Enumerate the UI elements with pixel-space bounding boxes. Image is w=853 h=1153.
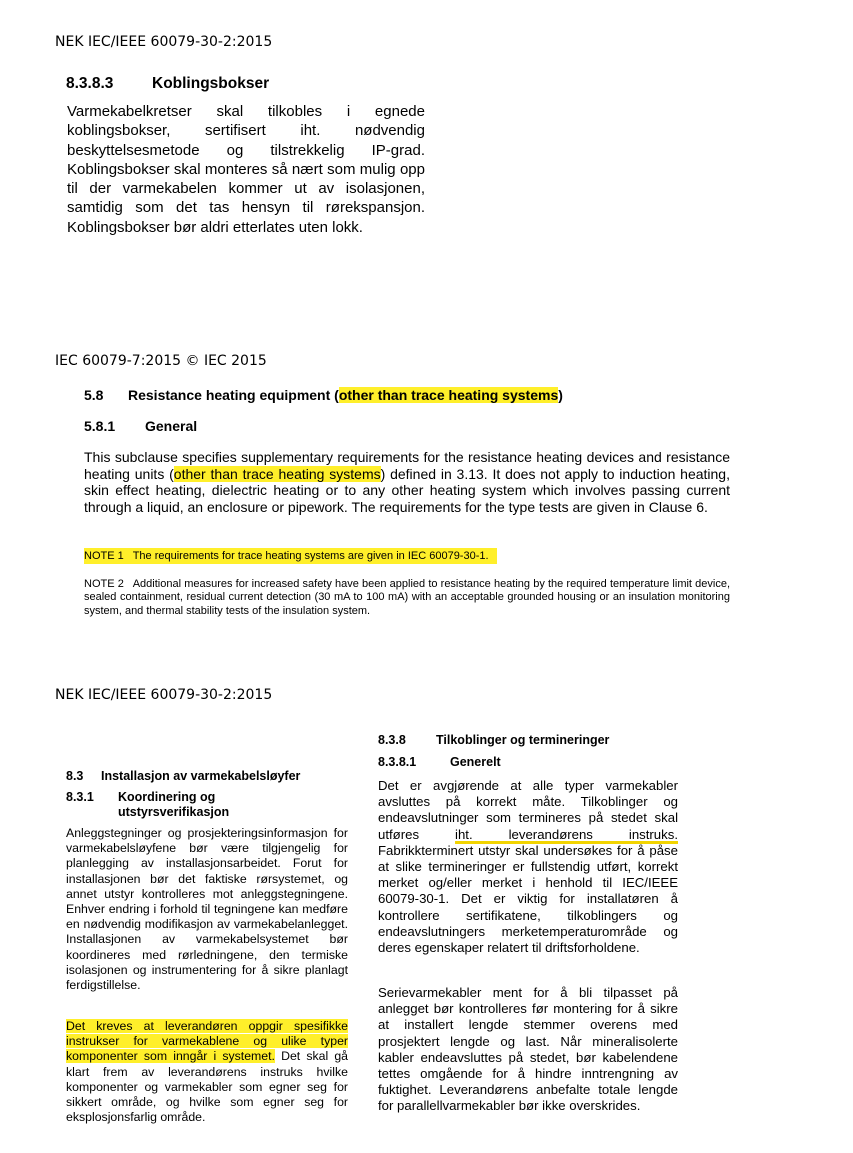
section-number: 8.3.8.3	[66, 75, 114, 92]
section-body: Anleggstegninger og prosjekteringsinformasjon for varmekabelsløyfene bør være tilgjengelig for planlegging av installasjonsarbeidet. Forut for installasjonen bør det faktiske rørsystemet, og annet utstyr kontrolleres mot anleggstegningene. Enhver endring i forhold til tegningene kan medføre en nødvendig modifikasjon av varmekabelanlegget. Installasjonen av varmekabelsystemet bør koordineres med rørledningene, den termiske isolasjonen og instrumentering for å sikre planlagt ferdigstillelse.	[66, 826, 348, 993]
body-text: This subclause specifies supplementary requirements for the resistance heating devices and resistance heating units (	[84, 449, 730, 482]
body-text: Det er avgjørende at alle typer varmekabler avsluttes på korrekt måte. Tilkoblinger og endeavslutninger som termineres på stedet skal utføres	[378, 778, 678, 842]
subsection-number: 8.3.8.1	[378, 755, 417, 769]
highlighted-text: other than trace heating systems	[173, 465, 381, 482]
body-text: ) defined in 3.13. It does not apply to induction heating, skin effect heating, dielectric heating or to any other heating system which involves passing current through a liquid, an enclosure or pipework. The requirements for the type tests are given in Clause 6.	[84, 465, 730, 515]
underlined-highlight-text: iht. leverandørens instruks.	[455, 826, 678, 842]
subsection-title: Generelt	[450, 755, 501, 769]
subsection-heading	[84, 418, 197, 434]
section-title: Koblingsbokser	[152, 75, 270, 92]
subsection-title: General	[145, 418, 198, 434]
section-heading	[66, 75, 269, 93]
subsection-title-line: utstyrsverifikasjon	[118, 805, 230, 819]
highlighted-text: Det kreves at leverandøren oppgir spesifikke instrukser for varmekablene og ulike typer komponenter som inngår i systemet.	[66, 1019, 348, 1064]
section-body	[378, 778, 678, 956]
subsection-title-line: Koordinering og	[118, 790, 216, 804]
section-title-part: )	[558, 387, 563, 403]
section-number: 5.8	[84, 387, 104, 403]
document-caption: NEK IEC/IEEE 60079-30-2:2015	[55, 687, 273, 703]
subsection-heading	[378, 755, 501, 769]
section-heading	[84, 387, 563, 403]
body-text: Fabrikkterminert utstyr skal undersøkes for å påse at slike termineringer er fullstendig utført, korrekt merket og/eller merket i henhold til IEC/IEEE 60079-30-1. Det er viktig for installatøren å kontrollere sertifikatene, tilkoblingers og endeavslutningers merketemperaturområde og deres egenskaper relatert til driftsforholdene.	[378, 842, 678, 956]
highlighted-note: NOTE 1 The requirements for trace heating systems are given in IEC 60079-30-1.	[84, 548, 497, 564]
note: NOTE 2 Additional measures for increased safety have been applied to resistance heating by the required temperature limit device, sealed containment, residual current detection (30 mA to 100 mA) with an acceptable grounded housing or an insulation monitoring system, and thermal stability tests of the insulation system.	[84, 578, 734, 617]
section-title-part: Resistance heating equipment (	[128, 387, 339, 403]
section-body	[84, 449, 730, 515]
section-number: 8.3.8	[378, 733, 406, 747]
section-heading	[66, 769, 300, 783]
section-heading	[378, 733, 609, 747]
section-number: 8.3	[66, 769, 84, 783]
document-caption: NEK IEC/IEEE 60079-30-2:2015	[55, 34, 273, 50]
note	[84, 550, 497, 562]
highlighted-text: other than trace heating systems	[338, 387, 559, 403]
section-title: Installasjon av varmekabelsløyfer	[101, 769, 301, 783]
subsection-number: 8.3.1	[66, 790, 94, 804]
section-body	[66, 1019, 348, 1125]
document-caption: IEC 60079-7:2015 © IEC 2015	[55, 353, 267, 369]
body-text: Det skal gå klart frem av leverandørens instruks hvilke komponenter og varmekabler som egner seg for sikkert område, og hvilke som egner seg for eksplosjonsfarlig område.	[66, 1049, 348, 1125]
section-body: Serievarmekabler ment for å bli tilpasset på anlegget bør kontrolleres før montering for å sikre at installert lengde stemmer overens med prosjektert lengde og last. Når mineralisolerte kabler endeavsluttes på stedet, bør kabelendene tettes omgående for å hindre inntrengning av fuktighet. Leverandørens anbefalte totale lengde for parallellvarmekabler bør ikke overskrides.	[378, 985, 678, 1114]
section-title: Tilkoblinger og termineringer	[436, 733, 610, 747]
section-body: Varmekabelkretser skal tilkobles i egnede koblingsbokser, sertifisert iht. nødvendig beskyttelsesmetode og tilstrekkelig IP-grad. Koblingsbokser skal monteres så nært som mulig opp til der varmekabelen kommer ut av isolasjonen, samtidig som det tas hensyn til rørekspansjon. Koblingsbokser bør aldri etterlates uten lokk.	[67, 103, 425, 236]
subsection-heading	[66, 790, 229, 820]
subsection-number: 5.8.1	[84, 418, 116, 434]
